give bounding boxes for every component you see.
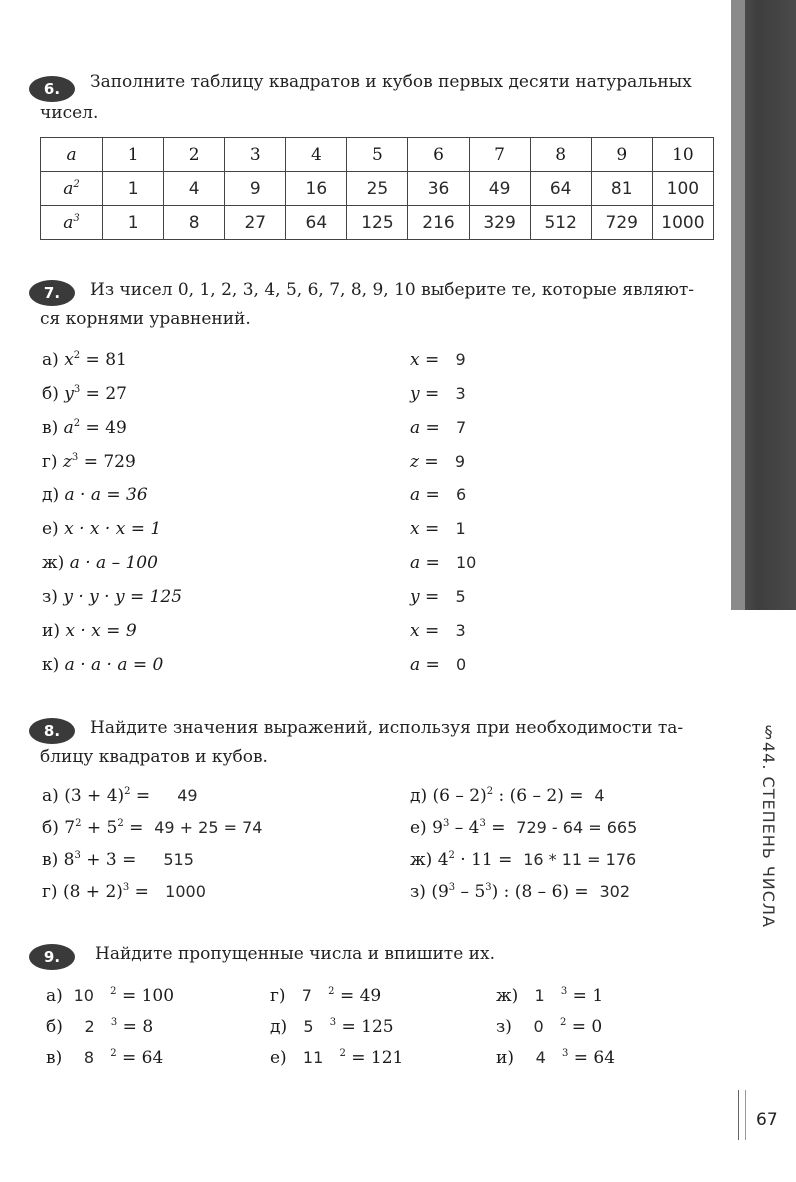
task-8-expression: в) $8^3 + 3$ = 515 (42, 850, 194, 870)
task-9-answer[interactable]: 8 (83, 1048, 95, 1067)
task-8-answer[interactable]: 4 (594, 786, 605, 805)
table-cell[interactable]: 49 (469, 172, 530, 206)
task-7-text-line2: ся корнями уравнений. (40, 309, 251, 329)
task-7-answer[interactable]: z = 9 (410, 452, 466, 472)
table-cell: 9 (591, 138, 652, 172)
task-7-equation: в) $a^2 = 49$ (42, 418, 127, 438)
task-9-item: а) 10 $^2$ = 100 (46, 986, 175, 1006)
table-cell: 4 (286, 138, 347, 172)
task-8-answer[interactable]: 302 (599, 882, 631, 901)
task-9-item: в) 8 $^2$ = 64 (46, 1048, 164, 1068)
task-8-text-line1: Найдите значения выражений, используя при необходимости та- (90, 718, 684, 738)
section-label: §44. СТЕПЕНЬ ЧИСЛА (759, 722, 778, 928)
task-9-item: и) 4 $^3$ = 64 (496, 1048, 616, 1068)
table-row-a-cubed (41, 206, 714, 240)
table-cell[interactable]: 1 (103, 206, 164, 240)
task-9-answer[interactable]: 7 (301, 986, 312, 1005)
table-cell[interactable]: 64 (530, 172, 591, 206)
task-9-item: з) 0 $^2$ = 0 (496, 1017, 603, 1037)
table-cell[interactable]: 8 (164, 206, 225, 240)
task-8-answer[interactable]: 729 - 64 = 665 (516, 818, 638, 837)
task-9-answer[interactable]: 11 (302, 1048, 324, 1067)
table-cell[interactable]: 4 (164, 172, 225, 206)
table-row-a-squared (41, 172, 714, 206)
task-6-text-line2: чисел. (40, 103, 99, 123)
squares-cubes-table (40, 137, 714, 240)
page-number: 67 (756, 1110, 778, 1130)
task-7-equation: е) x · x · x = 1 (42, 519, 162, 539)
task-9-answer[interactable]: 5 (303, 1017, 314, 1036)
task-7-badge: 7. (29, 280, 75, 306)
task-7-equation: к) a · a · a = 0 (42, 655, 164, 675)
task-8-badge: 8. (29, 718, 75, 744)
table-cell: 3 (225, 138, 286, 172)
task-7-equation: г) $z^3 = 729$ (42, 452, 136, 472)
task-7-equation: а) $x^2 = 81$ (42, 350, 127, 370)
task-7-answer[interactable]: a = 10 (410, 553, 477, 573)
task-9-answer[interactable]: 10 (73, 986, 94, 1005)
task-9-item: ж) 1 $^3$ = 1 (496, 986, 604, 1006)
table-cell: 7 (469, 138, 530, 172)
table-cell[interactable]: 100 (652, 172, 713, 206)
table-cell: 2 (164, 138, 225, 172)
task-8-expression: а) $(3 + 4)^2$ = 49 (42, 786, 198, 806)
task-8-text-line2: блицу квадратов и кубов. (40, 747, 268, 767)
task-9-text: Найдите пропущенные числа и впишите их. (95, 944, 495, 964)
table-cell[interactable]: 1000 (652, 206, 713, 240)
task-7-answer[interactable]: a = 0 (410, 655, 467, 675)
page-number-decoration (738, 1090, 746, 1140)
table-cell[interactable]: 64 (286, 206, 347, 240)
task-7-answer[interactable]: x = 1 (410, 519, 466, 539)
row-header-a-cubed: $a^3$ (41, 206, 103, 240)
task-7-equation: з) y · y · y = 125 (42, 587, 183, 607)
task-7-equation: и) x · x = 9 (42, 621, 137, 641)
task-9-item: д) 5 $^3$ = 125 (270, 1017, 394, 1037)
task-7-text-line1: Из чисел 0, 1, 2, 3, 4, 5, 6, 7, 8, 9, 10 выберите те, которые являют- (90, 280, 695, 300)
row-header-a-squared: $a^2$ (41, 172, 103, 206)
task-7-equation: б) $y^3 = 27$ (42, 384, 127, 404)
task-8-answer[interactable]: 515 (163, 850, 194, 869)
task-9-answer[interactable]: 2 (84, 1017, 95, 1036)
task-7-answer[interactable]: x = 3 (410, 621, 466, 641)
table-cell: 5 (347, 138, 408, 172)
task-9-answer[interactable]: 1 (534, 986, 545, 1005)
task-8-expression: б) $7^2 + 5^2 = 49 + 25 = 74$ (42, 818, 263, 838)
table-cell[interactable]: 329 (469, 206, 530, 240)
table-cell[interactable]: 16 (286, 172, 347, 206)
table-cell[interactable]: 25 (347, 172, 408, 206)
task-7-answer[interactable]: x = 9 (410, 350, 466, 370)
table-cell[interactable]: 1 (103, 172, 164, 206)
task-9-item: б) 2 $^3$ = 8 (46, 1017, 154, 1037)
task-9-item: г) 7 $^2$ = 49 (270, 986, 382, 1006)
task-8-answer[interactable]: 49 + 25 = 74 (154, 818, 263, 837)
table-cell[interactable]: 9 (225, 172, 286, 206)
row-header-a: a (41, 138, 103, 172)
table-cell[interactable]: 36 (408, 172, 469, 206)
table-cell: 10 (652, 138, 713, 172)
task-9-answer[interactable]: 0 (533, 1017, 544, 1036)
table-cell: 1 (103, 138, 164, 172)
table-cell[interactable]: 125 (347, 206, 408, 240)
table-cell[interactable]: 81 (591, 172, 652, 206)
task-7-equation: д) a · a = 36 (42, 485, 148, 505)
task-9-answer[interactable]: 4 (535, 1048, 546, 1067)
task-8-expression: г) $(8 + 2)^3$ = 1000 (42, 882, 206, 902)
task-7-answer[interactable]: a = 7 (410, 418, 467, 438)
task-7-answer[interactable]: y = 5 (410, 587, 466, 607)
task-9-item: е) 11 $^2$ = 121 (270, 1048, 404, 1068)
task-7-answer[interactable]: y = 3 (410, 384, 466, 404)
table-cell: 6 (408, 138, 469, 172)
task-6-text-line1: Заполните таблицу квадратов и кубов первых десяти натуральных (90, 72, 692, 92)
task-8-answer[interactable]: 16 * 11 = 176 (523, 850, 637, 869)
task-8-answer[interactable]: 1000 (165, 882, 206, 901)
task-6-badge: 6. (29, 76, 75, 102)
task-7-equation: ж) a · a – 100 (42, 553, 158, 573)
task-9-badge: 9. (29, 944, 75, 970)
table-row-a (41, 138, 714, 172)
page-edge-highlight (731, 0, 745, 610)
task-8-expression: ж) $4^2 \cdot 11 = 16 * 11 = 176$ (410, 850, 637, 870)
task-8-expression: е) $9^3 - 4^3 = 729 - 64 = 665$ (410, 818, 638, 838)
task-8-expression: д) (6 – 2)$^2$ : (6 – 2) = 4 (410, 786, 605, 806)
table-cell[interactable]: 216 (408, 206, 469, 240)
table-cell[interactable]: 729 (591, 206, 652, 240)
task-8-expression: з) $(9^3 - 5^3)$ : (8 – 6) = 302 (410, 882, 631, 902)
task-8-answer[interactable]: 49 (177, 786, 198, 805)
table-cell[interactable]: 27 (225, 206, 286, 240)
table-cell[interactable]: 512 (530, 206, 591, 240)
table-cell: 8 (530, 138, 591, 172)
task-7-answer[interactable]: a = 6 (410, 485, 467, 505)
